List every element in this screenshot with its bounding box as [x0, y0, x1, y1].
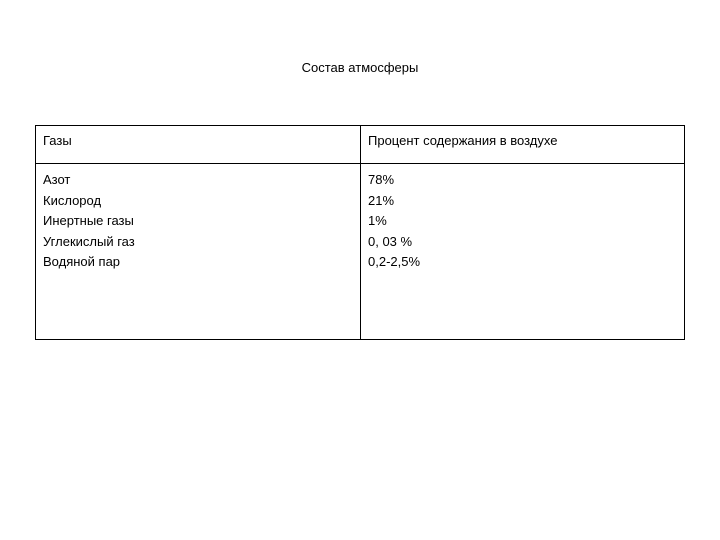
- gas-percent: 21%: [368, 192, 395, 208]
- gas-name: Кислород: [43, 192, 102, 208]
- gas-percent: 1%: [368, 213, 387, 228]
- header-percent: Процент содержания в воздухе: [368, 133, 558, 148]
- gas-name: Азот: [43, 172, 71, 187]
- column-divider: [360, 126, 361, 339]
- gas-name: Углекислый газ: [43, 233, 135, 249]
- header-divider: [36, 163, 684, 164]
- gas-name: Водяной пар: [43, 254, 121, 269]
- header-gases: Газы: [43, 133, 72, 148]
- gas-percent: 0, 03 %: [368, 233, 413, 249]
- gas-percent: 78%: [368, 172, 395, 187]
- gas-percent: 0,2-2,5%: [368, 254, 421, 269]
- composition-table: [35, 125, 685, 340]
- page-title: Состав атмосферы: [301, 60, 419, 75]
- gas-name: Инертные газы: [43, 213, 134, 228]
- gas-percents-cell: [368, 170, 420, 273]
- gas-names-cell: [43, 170, 135, 273]
